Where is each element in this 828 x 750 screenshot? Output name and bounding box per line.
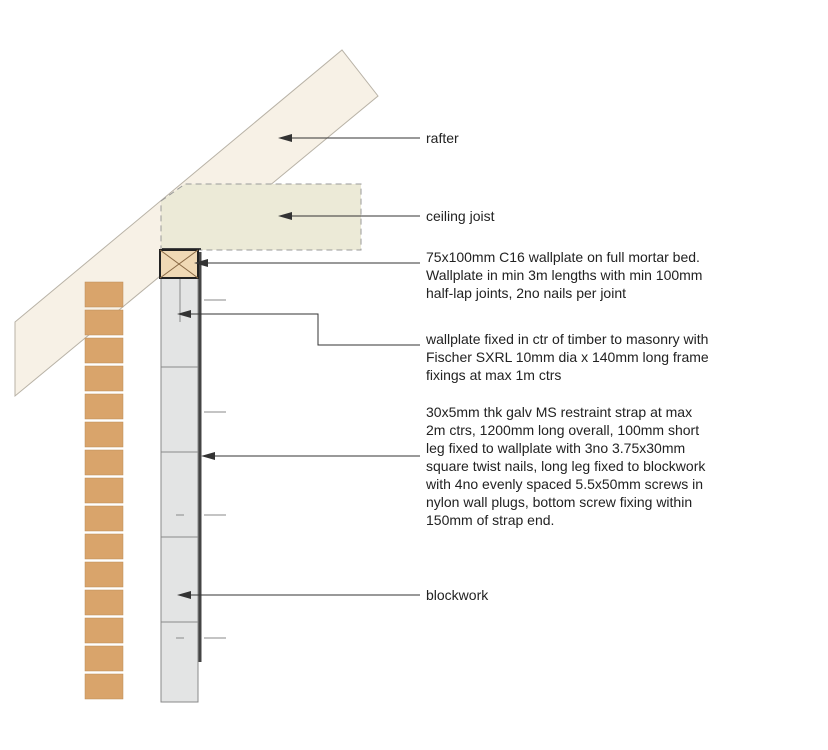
fixing-label [426,330,709,384]
brick [85,338,123,363]
label-line: with 4no evenly spaced 5.5x50mm screws in [426,476,704,492]
label-line: 30x5mm thk galv MS restraint strap at max [426,404,693,420]
blockwork-inner-leaf [161,278,226,702]
label-line: fixings at max 1m ctrs [426,367,562,383]
label-line: ceiling joist [426,208,495,224]
brick [85,310,123,335]
brick [85,562,123,587]
brick [85,646,123,671]
brick [85,394,123,419]
brick [85,478,123,503]
ceiling-joist [161,184,361,250]
brick [85,506,123,531]
label-line: half-lap joints, 2no nails per joint [426,285,627,301]
label-line: Fischer SXRL 10mm dia x 140mm long frame [426,349,709,365]
brick [85,450,123,475]
label-line: leg fixed to wallplate with 3no 3.75x30mm [426,440,686,456]
label-line: blockwork [426,587,489,603]
label-line: rafter [426,130,459,146]
label-line: wallplate fixed in ctr of timber to masonry with [426,331,709,347]
wallplate-label [426,248,702,302]
label-line: 150mm of strap end. [426,512,555,528]
fixing-leader [186,314,420,345]
label-line: nylon wall plugs, bottom screw fixing within [426,494,693,510]
brick [85,618,123,643]
restraint-strap-label [426,403,705,529]
label-line: square twist nails, long leg fixed to blockwork [426,458,706,474]
brick [85,282,123,307]
label-line: 2m ctrs, 1200mm long overall, 100mm short [426,422,700,438]
brick [85,366,123,391]
brick [85,422,123,447]
brick-outer-leaf [85,282,123,699]
blockwork-label [426,586,488,604]
brick [85,590,123,615]
rafter-label [426,129,459,147]
brick [85,534,123,559]
brick [85,674,123,699]
label-line: Wallplate in min 3m lengths with min 100mm [426,267,703,283]
ceiling-joist-label [426,207,494,225]
wallplate [160,250,198,278]
label-line: 75x100mm C16 wallplate on full mortar bed. [426,249,700,265]
